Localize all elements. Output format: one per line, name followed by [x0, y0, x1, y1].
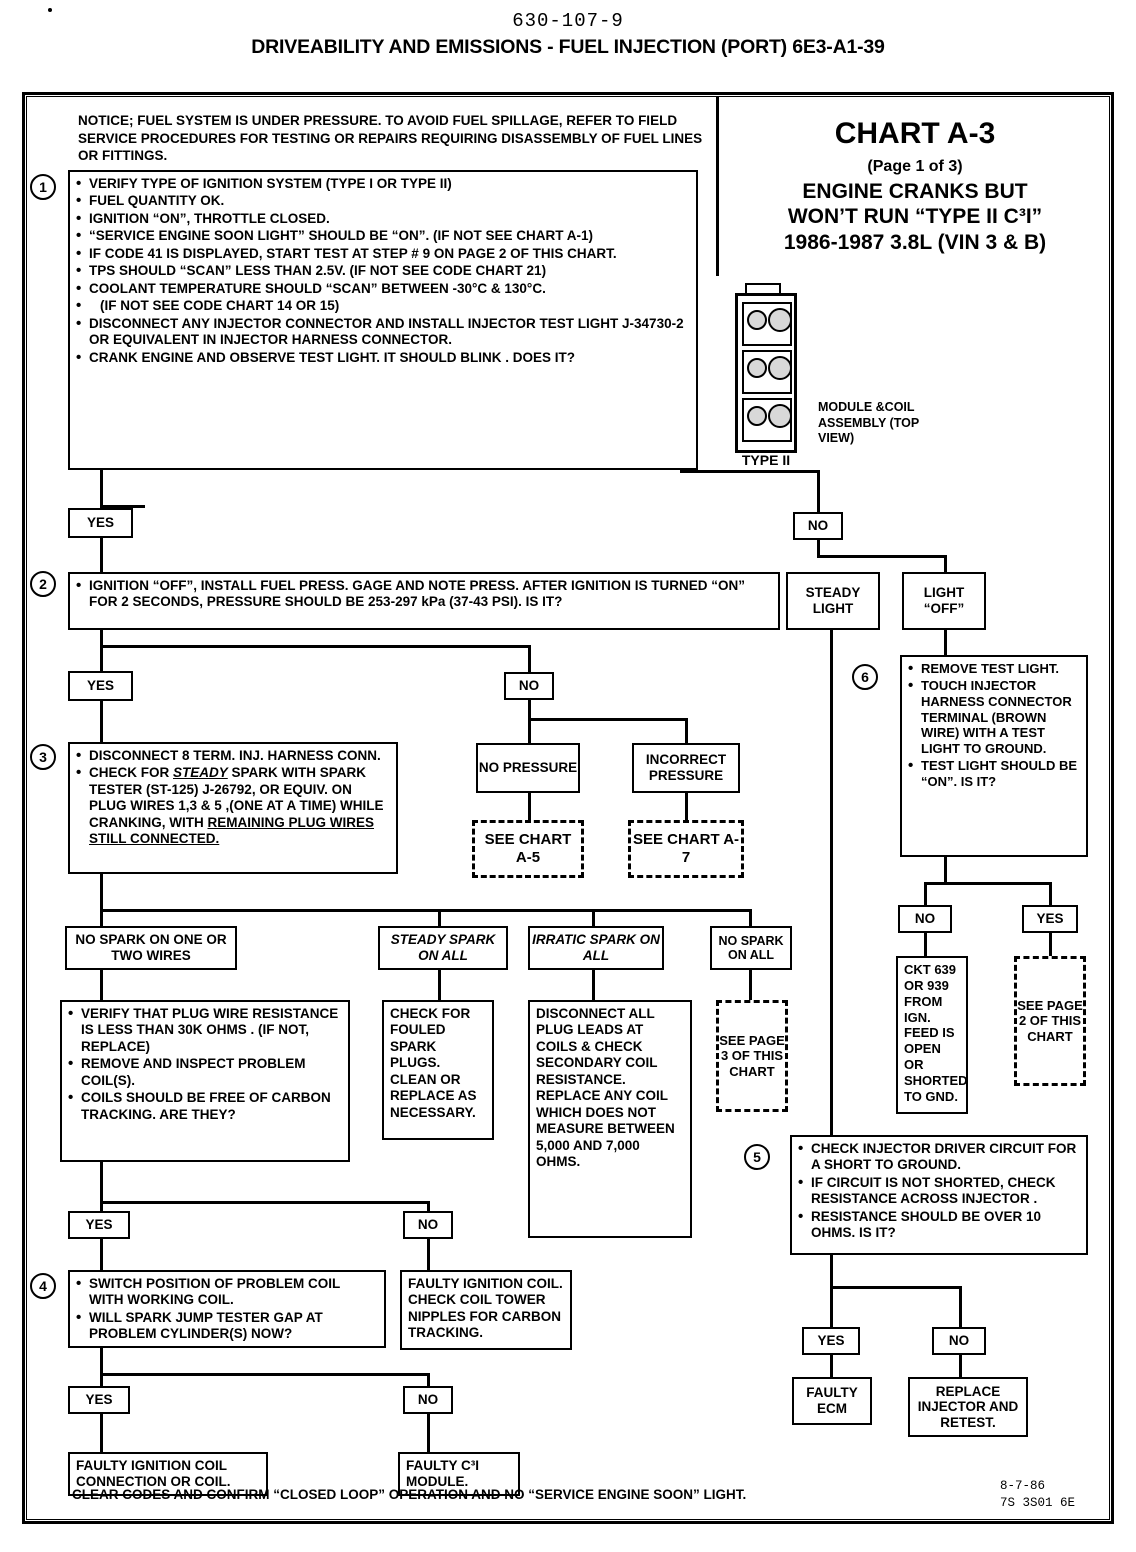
line-to-plugwire-check: [100, 968, 103, 1002]
line-step1-no-h: [680, 470, 820, 473]
line-step2-yes-v3: [100, 699, 103, 744]
line-to-ckt639: [924, 931, 927, 959]
line-step5-yes-v: [830, 1286, 833, 1328]
faulty-c3i-module-text: FAULTY C³I MODULE.: [406, 1458, 479, 1490]
line-step6-out-v: [944, 855, 947, 885]
label-steady-light: [786, 572, 880, 630]
module-terminal-3a: [747, 406, 767, 426]
footer-note: CLEAR CODES AND CONFIRM “CLOSED LOOP” OPERATION AND NO “SERVICE ENGINE SOON” LIGHT.: [72, 1487, 747, 1502]
module-terminal-2b: [768, 356, 792, 380]
line-to-disconnect-leads: [592, 968, 595, 1002]
label-no-spark-all: [710, 926, 792, 970]
line-step1-yes-v: [100, 470, 103, 508]
step-6-item: • REMOVE TEST LIGHT.: [908, 661, 1080, 677]
line-to-faulty-ecm: [830, 1353, 833, 1379]
step-1-item: • IGNITION “ON”, THROTTLE CLOSED.: [76, 211, 690, 227]
line-to-replace-injector: [959, 1353, 962, 1379]
line-plugwire-bus: [100, 1201, 430, 1204]
line-step5-no-v2: [959, 1310, 962, 1328]
step-5-box: [790, 1135, 1088, 1255]
step-4-box: [68, 1270, 386, 1348]
step-1-item: • CRANK ENGINE AND OBSERVE TEST LIGHT. IT SHOULD BLINK . DOES IT?: [76, 350, 690, 366]
line-branch-c-v: [592, 909, 595, 927]
label-no-spark-one-two-text: NO SPARK ON ONE OR TWO WIRES: [75, 932, 227, 963]
ckt639-text: CKT 639 OR 939 FROM IGN. FEED IS OPEN OR SHORTED TO GND.: [904, 962, 968, 1104]
line-step4-bus: [100, 1373, 430, 1376]
plug-wire-check-item: • REMOVE AND INSPECT PROBLEM COIL(S).: [68, 1056, 342, 1089]
line-no-pressure-down: [528, 791, 531, 821]
line-step2-yes-v2: [100, 645, 103, 673]
module-body: [735, 293, 797, 453]
replace-injector-text: REPLACE INJECTOR AND RETEST.: [917, 1383, 1019, 1430]
faulty-ecm-box: [792, 1377, 872, 1425]
line-step2-out-h: [100, 645, 530, 648]
chart-subtitle-1: ENGINE CRANKS BUT: [802, 180, 1028, 203]
chart-title: CHART A-3: [834, 117, 996, 150]
step-3-box: [68, 742, 398, 874]
line-step2-no-h: [528, 718, 688, 721]
line-branch-d-v: [749, 909, 752, 927]
label-irratic-spark-all: [528, 926, 664, 970]
step-5-item: • IF CIRCUIT IS NOT SHORTED, CHECK RESISTANCE ACROSS INJECTOR .: [798, 1175, 1080, 1208]
label-yes-step5: YES: [802, 1327, 860, 1355]
label-incorrect-pressure: [632, 743, 740, 793]
fouled-plugs-box: [382, 1000, 494, 1140]
module-terminal-1a: [747, 310, 767, 330]
line-step5-out-v: [830, 1253, 833, 1289]
line-step5-bus: [830, 1286, 962, 1289]
line-incorrect-press-v: [685, 718, 688, 744]
notice-text: NOTICE; FUEL SYSTEM IS UNDER PRESSURE. TO AVOID FUEL SPILLAGE, REFER TO FIELD SERVICE PROCEDURES FOR TESTING OR REPAIRS REQUIRING DISASSEMBLY OF FUEL LINES OR FITTINGS.: [78, 113, 703, 164]
label-no-spark-all-text: NO SPARK ON ALL: [718, 933, 784, 962]
see-page2-text: SEE PAGE 2 OF THIS CHART: [1017, 997, 1083, 1044]
label-steady-spark-all-text: STEADY SPARK ON ALL: [390, 932, 496, 963]
step-1-item: • “SERVICE ENGINE SOON LIGHT” SHOULD BE “ON”. (IF NOT SEE CHART A-1): [76, 228, 690, 244]
label-yes-step1: YES: [68, 508, 133, 538]
see-chart-a5-text: SEE CHART A-5: [484, 831, 572, 866]
label-no-step2: NO: [504, 672, 554, 700]
faulty-ign-coil-conn-text: FAULTY IGNITION COIL CONNECTION OR COIL.: [76, 1458, 231, 1490]
line-to-see-page2: [1049, 931, 1052, 959]
line-step1-yes-v2: [100, 536, 103, 574]
type-ii-caption: TYPE II: [741, 452, 791, 468]
step-6-box: [900, 655, 1088, 857]
label-yes-step6: YES: [1022, 905, 1078, 933]
step-1-item: • VERIFY TYPE OF IGNITION SYSTEM (TYPE I OR TYPE II): [76, 176, 690, 192]
label-no-step5: NO: [932, 1327, 986, 1355]
line-step5-no-v: [959, 1286, 962, 1312]
step-6-item: • TEST LIGHT SHOULD BE “ON”. IS IT?: [908, 758, 1080, 790]
step-3-item: • CHECK FOR STEADY SPARK WITH SPARK TESTER (ST-125) J-26792, OR EQUIV. ON PLUG WIRES 1,3 & 5 ,(ONE AT A TIME) WHILE CRANKING, WITH REMAINING PLUG WIRES STILL CONNECTED.: [76, 765, 390, 847]
ckt639-box: [896, 956, 968, 1114]
line-step1-no-v: [817, 470, 820, 514]
line-steady-light-down: [830, 630, 833, 1135]
plug-wire-check-item: • VERIFY THAT PLUG WIRE RESISTANCE IS LESS THAN 30K OHMS . (IF NOT, REPLACE): [68, 1006, 342, 1055]
step-1-item: • COOLANT TEMPERATURE SHOULD “SCAN” BETWEEN -30°C & 130°C.: [76, 281, 690, 297]
step-1-item: • FUEL QUANTITY OK.: [76, 193, 690, 209]
step-number-2: 2: [30, 571, 56, 597]
see-page2-box: [1014, 956, 1086, 1086]
label-no-spark-one-two: [65, 926, 237, 970]
module-cell-3: [742, 398, 792, 442]
faulty-ignition-coil-check-text: FAULTY IGNITION COIL. CHECK COIL TOWER NIPPLES FOR CARBON TRACKING.: [408, 1276, 563, 1341]
fouled-plugs-text: CHECK FOR FOULED SPARK PLUGS. CLEAN OR REPLACE AS NECESSARY.: [390, 1006, 477, 1120]
disconnect-leads-box: [528, 1000, 692, 1238]
disconnect-leads-text: DISCONNECT ALL PLUG LEADS AT COILS & CHECK SECONDARY COIL RESISTANCE. REPLACE ANY COIL WHICH DOES NOT MEASURE BETWEEN 5,000 AND 7,000 OHMS.: [536, 1006, 675, 1170]
plug-wire-check-box: [60, 1000, 350, 1162]
label-no-pressure: [476, 743, 580, 793]
see-page3-text: SEE PAGE 3 OF THIS CHART: [719, 1032, 785, 1079]
line-step3-out-v: [100, 874, 103, 912]
step-4-item: • WILL SPARK JUMP TESTER GAP AT PROBLEM CYLINDER(S) NOW?: [76, 1310, 378, 1343]
line-step4-yes-down: [100, 1412, 103, 1454]
label-yes-step4: YES: [68, 1386, 130, 1414]
line-to-step4: [100, 1237, 103, 1271]
step-2-box: [68, 572, 780, 630]
faulty-ignition-coil-check-box: [400, 1270, 572, 1350]
line-no-press-v: [528, 718, 531, 744]
label-steady-spark-all: [378, 926, 508, 970]
step-1-item-cont: • (IF NOT SEE CODE CHART 14 OR 15): [76, 298, 690, 314]
step-number-1: 1: [30, 174, 56, 200]
label-yes-plugwire: YES: [68, 1211, 130, 1239]
label-irratic-spark-all-text: IRRATIC SPARK ON ALL: [532, 932, 660, 963]
step-5-item: • RESISTANCE SHOULD BE OVER 10 OHMS. IS IT?: [798, 1209, 1080, 1242]
title-divider: [716, 96, 719, 276]
footer-date: 8-7-86: [1000, 1479, 1046, 1493]
step-5-item: • CHECK INJECTOR DRIVER CIRCUIT FOR A SHORT TO GROUND.: [798, 1141, 1080, 1174]
step-number-3: 3: [30, 744, 56, 770]
line-branch-a-v: [100, 909, 103, 927]
label-no-step1: NO: [793, 512, 843, 540]
chart-subtitle-2: WON’T RUN “TYPE II C³I”: [787, 205, 1043, 228]
module-cell-2: [742, 350, 792, 394]
see-page3-box: [716, 1000, 788, 1112]
footer-date-block: [1000, 1478, 1110, 1512]
line-incorrect-pressure-down: [685, 791, 688, 821]
step-number-5: 5: [744, 1144, 770, 1170]
module-terminal-3b: [768, 404, 792, 428]
line-step3-bus: [100, 909, 752, 912]
label-no-step4: NO: [403, 1386, 453, 1414]
line-to-see-page3: [749, 968, 752, 1002]
line-branch-b-v: [438, 909, 441, 927]
step-number-4: 4: [30, 1273, 56, 1299]
step-2-item: • IGNITION “OFF”, INSTALL FUEL PRESS. GAGE AND NOTE PRESS. AFTER IGNITION IS TURNED “ON” FOR 2 SECONDS, PRESSURE SHOULD BE 253-297 kPa (37-43 PSI). IS IT?: [76, 578, 772, 611]
line-branch-light-h: [817, 555, 947, 558]
step-3-item: • DISCONNECT 8 TERM. INJ. HARNESS CONN.: [76, 748, 390, 764]
page-title: DRIVEABILITY AND EMISSIONS - FUEL INJECTION (PORT) 6E3-A1-39: [251, 36, 885, 58]
line-step2-no-v: [528, 645, 531, 673]
line-to-faulty-ign-coil: [427, 1237, 430, 1271]
label-incorrect-pressure-text: INCORRECT PRESSURE: [645, 752, 727, 783]
chart-page-label: (Page 1 of 3): [867, 158, 963, 175]
label-light-off: [902, 572, 986, 630]
step-1-item: • IF CODE 41 IS DISPLAYED, START TEST AT STEP # 9 ON PAGE 2 OF THIS CHART.: [76, 246, 690, 262]
line-step6-bus: [924, 882, 1052, 885]
plug-wire-check-item: • COILS SHOULD BE FREE OF CARBON TRACKING. ARE THEY?: [68, 1090, 342, 1123]
document-number: 630-107-9: [512, 10, 624, 32]
label-no-plugwire: NO: [403, 1211, 453, 1239]
footer-code: 7S 3S01 6E: [1000, 1495, 1076, 1510]
line-step2-no-v2: [528, 698, 531, 720]
see-chart-a7-text: SEE CHART A-7: [632, 831, 740, 866]
step-1-item: • DISCONNECT ANY INJECTOR CONNECTOR AND INSTALL INJECTOR TEST LIGHT J-34730-2 OR EQUIVALENT IN INJECTOR HARNESS CONNECTOR.: [76, 316, 690, 349]
line-step4-out-v: [100, 1348, 103, 1376]
line-plugwire-out-v: [100, 1160, 103, 1204]
chart-subtitle-3: 1986-1987 3.8L (VIN 3 & B): [783, 231, 1047, 254]
step-1-box: [68, 170, 698, 470]
module-cell-1: [742, 302, 792, 346]
step-4-item: • SWITCH POSITION OF PROBLEM COIL WITH WORKING COIL.: [76, 1276, 378, 1309]
step-number-6: 6: [852, 664, 878, 690]
replace-injector-box: [908, 1377, 1028, 1437]
module-caption: MODULE &COIL ASSEMBLY (TOP VIEW): [818, 400, 919, 446]
module-terminal-2a: [747, 358, 767, 378]
line-step4-no-down: [427, 1412, 430, 1454]
faulty-ecm-text: FAULTY ECM: [806, 1385, 858, 1416]
label-no-pressure-text: NO PRESSURE: [478, 760, 578, 776]
label-no-step6: NO: [898, 905, 952, 933]
see-chart-a5-box: [472, 820, 584, 878]
label-yes-step2: YES: [68, 671, 133, 701]
label-steady-light-text: STEADY LIGHT: [805, 585, 861, 616]
line-to-fouled-plugs: [438, 968, 441, 1002]
line-light-off-down: [944, 630, 947, 658]
step-6-item: • TOUCH INJECTOR HARNESS CONNECTOR TERMINAL (BROWN WIRE) WITH A TEST LIGHT TO GROUND.: [908, 678, 1080, 757]
step-1-item: • TPS SHOULD “SCAN” LESS THAN 2.5V. (IF NOT SEE CODE CHART 21): [76, 263, 690, 279]
label-light-off-text: LIGHT “OFF”: [923, 585, 965, 616]
see-chart-a7-box: [628, 820, 744, 878]
module-coil-assembly-drawing: [735, 283, 805, 453]
module-terminal-1b: [768, 308, 792, 332]
